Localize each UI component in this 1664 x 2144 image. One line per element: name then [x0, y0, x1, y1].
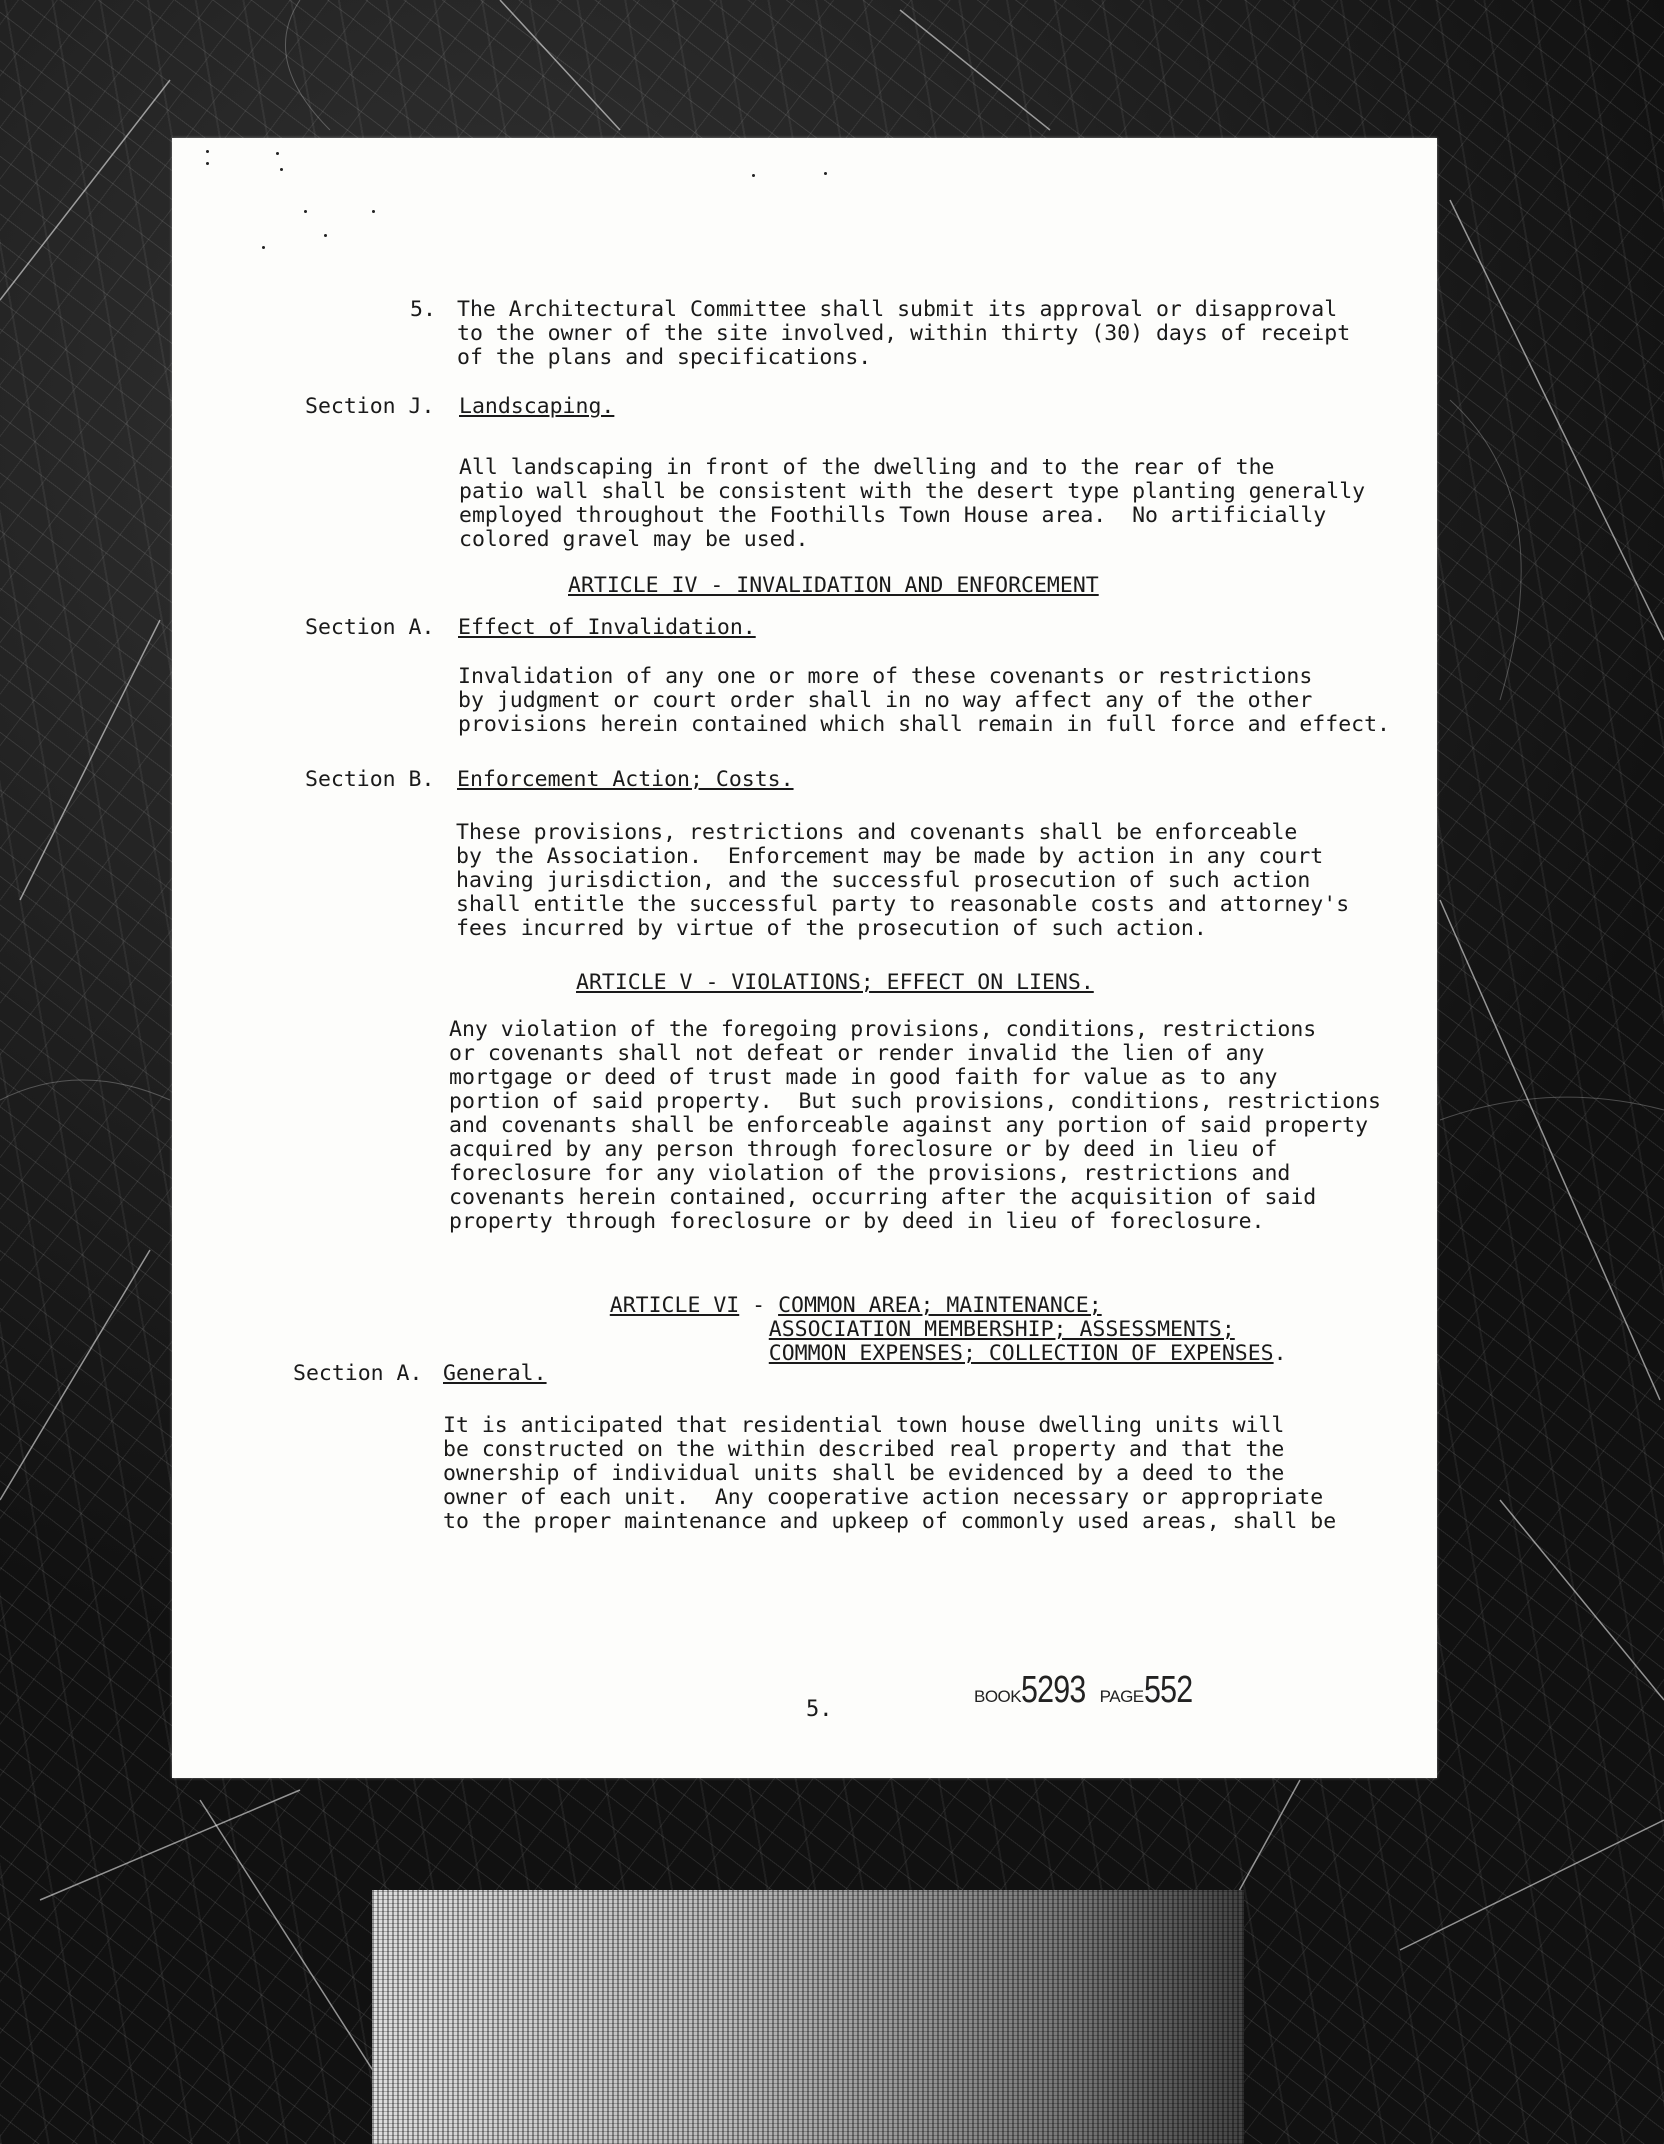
page-label: PAGE [1099, 1687, 1144, 1706]
underlying-page-edge [372, 1890, 1244, 2144]
article-v-heading: ARTICLE V - VIOLATIONS; EFFECT ON LIENS. [576, 970, 1094, 995]
article-vi-heading-dash: - [739, 1293, 779, 1318]
article-vi-heading-line-2: ASSOCIATION MEMBERSHIP; ASSESSMENTS; [768, 1317, 1235, 1342]
article-vi-heading-line-3: COMMON EXPENSES; COLLECTION OF EXPENSES [768, 1341, 1274, 1366]
article-vi-heading-line-1: COMMON AREA; MAINTENANCE; [778, 1293, 1102, 1318]
article-vi-heading-final [717, 1318, 1287, 1390]
scan-speck [276, 152, 279, 155]
scan-speck [824, 172, 827, 175]
scan-speck [324, 234, 327, 237]
article-vi-section-a-text: It is anticipated that residential town house dwelling units will be constructed on the within described real property and that the ownership of individual units shall be evidenced by a deed to the owner of each unit. Any cooperative action necessary or appropriate to the proper maintenance and upkeep of commonly used areas, shall be [443, 1413, 1337, 1534]
recording-stamp [974, 1669, 1204, 1711]
book-label: BOOK [974, 1687, 1022, 1706]
article-iv-section-a-text: Invalidation of any one or more of these covenants or restrictions by judgment or court order shall in no way affect any of the other provisions herein contained which shall remain in full force and effect. [458, 664, 1390, 737]
scan-speck [304, 210, 307, 213]
article-vi-section-a-label: Section A. [293, 1361, 423, 1386]
scan-speck [206, 162, 209, 165]
document-page [172, 138, 1437, 1778]
scan-speck [752, 174, 755, 177]
article-vi-heading-period: . [1273, 1341, 1287, 1366]
scan-speck [262, 246, 265, 249]
section-j-text: All landscaping in front of the dwelling and to the rear of the patio wall shall be consistent with the desert type planting generally employed throughout the Foothills Town House area. No artificially colored gravel may be used. [459, 455, 1366, 552]
article-iv-section-b-label: Section B. [305, 767, 435, 792]
section-j-label: Section J. [305, 394, 435, 419]
page-reference: 552 [1143, 1669, 1192, 1711]
article-iv-section-b-title: Enforcement Action; Costs. [457, 767, 794, 792]
book-number: 5293 [1021, 1669, 1086, 1711]
article-iv-section-a-title: Effect of Invalidation. [458, 615, 756, 640]
page-number: 5. [806, 1697, 833, 1722]
scan-speck [280, 168, 283, 171]
article-iv-section-b-text: These provisions, restrictions and covenants shall be enforceable by the Association. Enforcement may be made by action in any court having jurisdiction, and the successful prosecution of such action shall entitle the successful party to reasonable costs and attorney's fees incurred by virtue of the prosecution of such action. [456, 820, 1350, 941]
article-vi-section-a-title: General. [443, 1361, 547, 1386]
article-iv-heading: ARTICLE IV - INVALIDATION AND ENFORCEMENT [568, 573, 1099, 598]
item-5-text: The Architectural Committee shall submit its approval or disapproval to the owner of the site involved, within thirty (30) days of receipt of the plans and specifications. [457, 297, 1351, 370]
section-j-title: Landscaping. [459, 394, 615, 419]
article-vi-heading-prefix: ARTICLE VI [609, 1293, 740, 1318]
item-number: 5. [410, 297, 436, 322]
scan-speck [372, 210, 375, 213]
article-v-text: Any violation of the foregoing provisions, conditions, restrictions or covenants shall not defeat or render invalid the lien of any mortgage or deed of trust made in good faith for value as to any portion of said property. But such provisions, conditions, restrictions and covenants shall be enforceable against any portion of said property acquired by any person through foreclosure or by deed in lieu of foreclosure for any violation of the provisions, restrictions and covenants herein contained, occurring after the acquisition of said property through foreclosure or by deed in lieu of foreclosure. [449, 1017, 1381, 1234]
scan-speck [206, 150, 209, 153]
article-iv-section-a-label: Section A. [305, 615, 435, 640]
